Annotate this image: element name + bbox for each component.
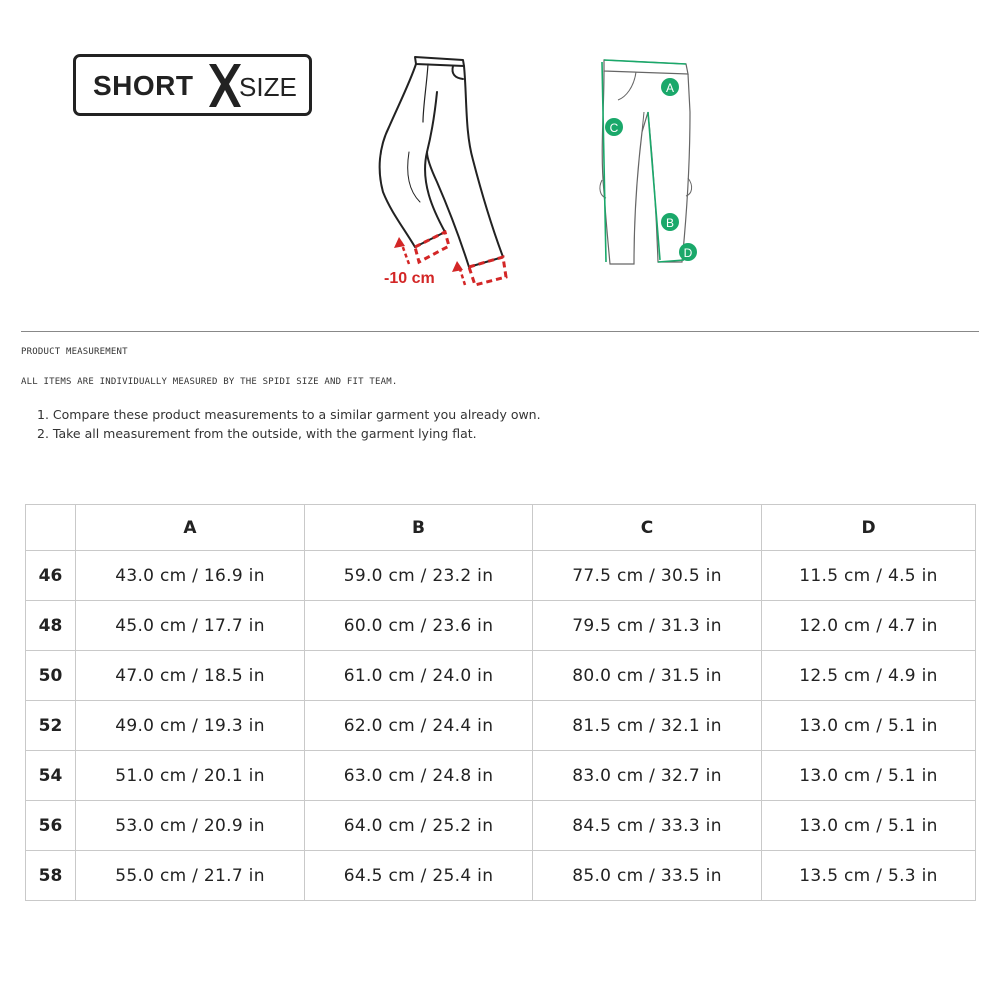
short-size-badge <box>73 54 312 116</box>
pants-measurement-diagram <box>590 52 710 277</box>
measure-marker-b-icon <box>661 213 679 231</box>
measure-a-cell: 43.0 cm / 16.9 in <box>76 551 305 601</box>
measure-c-cell: 81.5 cm / 32.1 in <box>533 701 762 751</box>
instruction-item: 2. Take all measurement from the outside, with the garment lying flat. <box>37 426 477 441</box>
measure-marker-a-icon <box>661 78 679 96</box>
measure-marker-d-icon <box>679 243 697 261</box>
measure-a-cell: 51.0 cm / 20.1 in <box>76 751 305 801</box>
measure-a-cell: 47.0 cm / 18.5 in <box>76 651 305 701</box>
measure-a-cell: 49.0 cm / 19.3 in <box>76 701 305 751</box>
table-row <box>26 751 976 801</box>
column-header-b: B <box>305 505 533 551</box>
instruction-list <box>37 405 541 443</box>
size-cell: 48 <box>26 601 76 651</box>
size-cell: 46 <box>26 551 76 601</box>
measure-d-cell: 12.5 cm / 4.9 in <box>762 651 976 701</box>
measure-b-cell: 64.0 cm / 25.2 in <box>305 801 533 851</box>
measure-a-cell: 53.0 cm / 20.9 in <box>76 801 305 851</box>
section-note: ALL ITEMS ARE INDIVIDUALLY MEASURED BY THE SPIDI SIZE AND FIT TEAM. <box>21 377 398 387</box>
measure-c-cell: 77.5 cm / 30.5 in <box>533 551 762 601</box>
column-header-c: C <box>533 505 762 551</box>
measure-d-cell: 13.0 cm / 5.1 in <box>762 801 976 851</box>
shorten-label: -10 cm <box>384 270 435 287</box>
column-header-d: D <box>762 505 976 551</box>
measure-c-cell: 85.0 cm / 33.5 in <box>533 851 762 901</box>
table-header-row <box>26 505 976 551</box>
measure-d-cell: 12.0 cm / 4.7 in <box>762 601 976 651</box>
measure-b-cell: 64.5 cm / 25.4 in <box>305 851 533 901</box>
measure-c-cell: 79.5 cm / 31.3 in <box>533 601 762 651</box>
measure-b-cell: 61.0 cm / 24.0 in <box>305 651 533 701</box>
size-cell: 52 <box>26 701 76 751</box>
svg-text:B: B <box>665 216 675 230</box>
column-header-a: A <box>76 505 305 551</box>
measure-marker-c-icon <box>605 118 623 136</box>
badge-size-text: SIZE <box>239 72 297 102</box>
size-cell: 56 <box>26 801 76 851</box>
table-row <box>26 601 976 651</box>
table-row <box>26 651 976 701</box>
table-row <box>26 851 976 901</box>
section-divider <box>21 331 979 332</box>
measure-a-cell: 45.0 cm / 17.7 in <box>76 601 305 651</box>
measure-c-cell: 83.0 cm / 32.7 in <box>533 751 762 801</box>
measure-b-cell: 60.0 cm / 23.6 in <box>305 601 533 651</box>
svg-text:D: D <box>683 246 693 260</box>
arrow-up-icon <box>394 237 405 248</box>
section-heading: PRODUCT MEASUREMENT <box>21 347 128 357</box>
table-row <box>26 701 976 751</box>
measure-c-cell: 84.5 cm / 33.3 in <box>533 801 762 851</box>
badge-short-text: SHORT <box>93 70 194 101</box>
measure-d-cell: 13.0 cm / 5.1 in <box>762 701 976 751</box>
measure-b-cell: 63.0 cm / 24.8 in <box>305 751 533 801</box>
table-row <box>26 551 976 601</box>
measure-d-cell: 13.0 cm / 5.1 in <box>762 751 976 801</box>
size-table <box>25 504 976 901</box>
measure-b-cell: 59.0 cm / 23.2 in <box>305 551 533 601</box>
instruction-item: 1. Compare these product measurements to a similar garment you already own. <box>37 407 541 422</box>
measure-d-cell: 11.5 cm / 4.5 in <box>762 551 976 601</box>
measure-a-cell: 55.0 cm / 21.7 in <box>76 851 305 901</box>
measure-c-cell: 80.0 cm / 31.5 in <box>533 651 762 701</box>
size-cell: 50 <box>26 651 76 701</box>
size-cell: 54 <box>26 751 76 801</box>
svg-text:A: A <box>665 81 675 95</box>
table-row <box>26 801 976 851</box>
measure-d-cell: 13.5 cm / 5.3 in <box>762 851 976 901</box>
pants-side-illustration <box>365 52 535 297</box>
svg-text:C: C <box>609 121 619 135</box>
measure-b-cell: 62.0 cm / 24.4 in <box>305 701 533 751</box>
size-cell: 58 <box>26 851 76 901</box>
column-header-size <box>26 505 76 551</box>
